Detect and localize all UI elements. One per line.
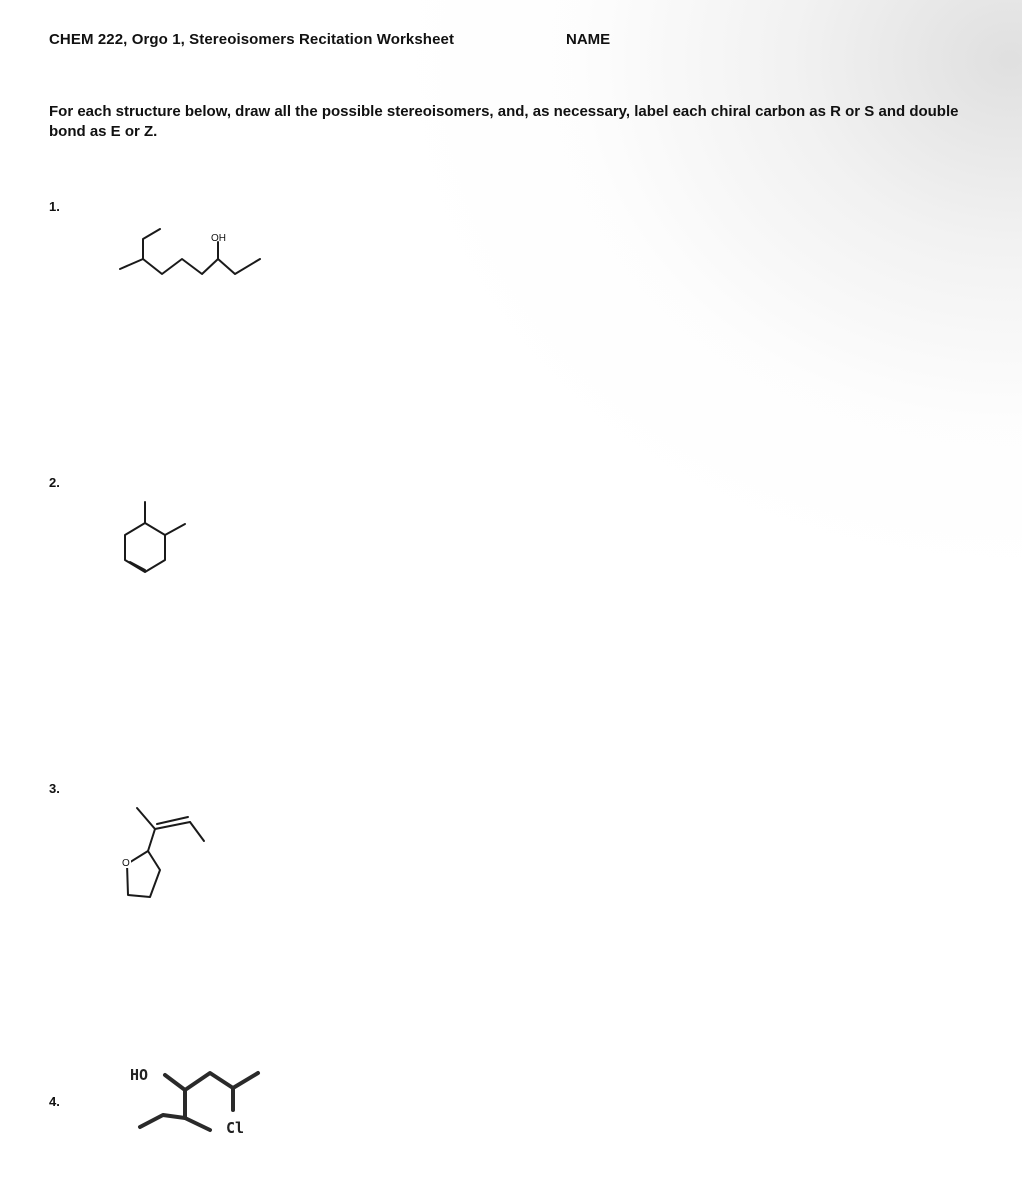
question-1-structure (110, 222, 280, 292)
q1-oh-label: OH (211, 233, 226, 244)
q4-cl-label: Cl (226, 1119, 245, 1137)
q2-ring-double-bond (130, 562, 145, 570)
q2-methyl-right (165, 524, 185, 535)
q4-ho-label: HO (130, 1066, 149, 1084)
q4-lower-chain (140, 1115, 210, 1130)
q3-terminal (190, 822, 204, 841)
q3-methyl (137, 808, 155, 829)
q3-ring (127, 851, 160, 897)
question-1-number: 1. (49, 199, 60, 214)
q1-ethyl-branch (143, 229, 160, 259)
question-2-structure (110, 495, 200, 590)
question-4-number: 4. (49, 1094, 60, 1109)
question-4-structure (125, 1055, 275, 1145)
question-3-number: 3. (49, 781, 60, 796)
q2-ring (125, 523, 165, 572)
q4-main-chain (165, 1073, 258, 1090)
worksheet-title: CHEM 222, Orgo 1, Stereoisomers Recitation Worksheet (49, 31, 455, 48)
question-3-structure (110, 800, 220, 910)
q3-ring-attach (148, 829, 155, 851)
q3-o-label: O (122, 858, 130, 869)
question-2-number: 2. (49, 475, 60, 490)
q1-main-chain (120, 259, 260, 274)
instructions: For each structure below, draw all the possible stereoisomers, and, as necessary, label each chiral carbon as R or S and double bond as E or Z. (49, 103, 959, 140)
name-label: NAME (566, 31, 611, 48)
